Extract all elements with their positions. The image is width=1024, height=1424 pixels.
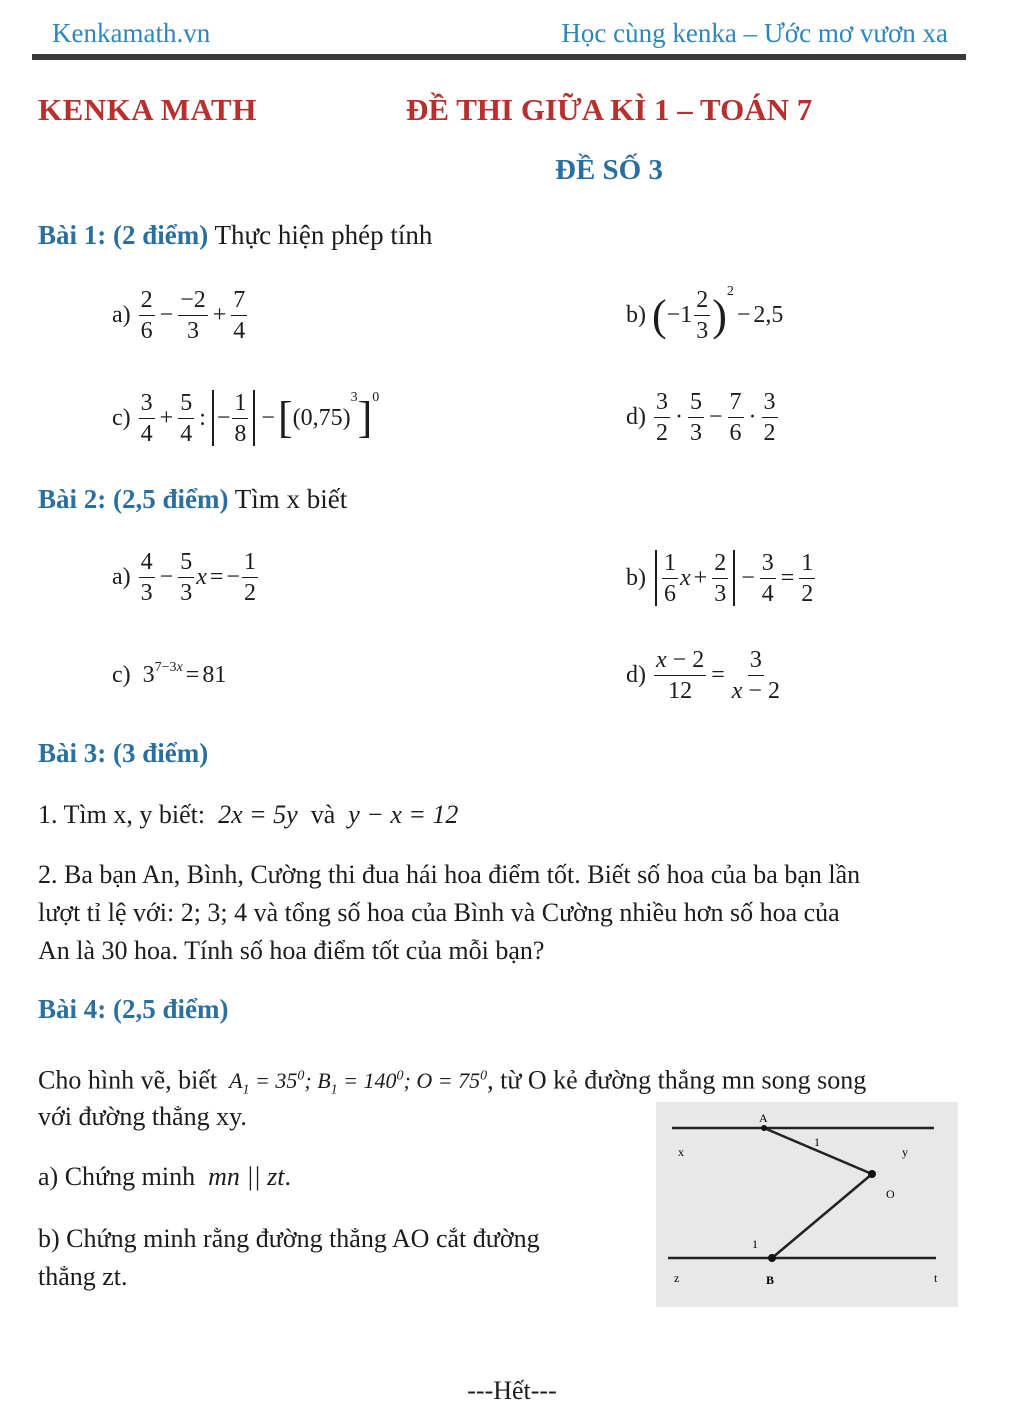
exam-number: ĐỀ SỐ 3: [555, 154, 663, 186]
item-label: b): [626, 302, 646, 328]
figure-svg: [656, 1102, 958, 1307]
bai3-heading: [38, 738, 208, 769]
label-a: A: [759, 1111, 768, 1125]
bai4-b-line: thẳng zt.: [38, 1262, 128, 1291]
point-a: [761, 1125, 767, 1131]
bai3-q2-line: 2. Ba bạn An, Bình, Cường thi đua hái hoa điểm tốt. Biết số hoa của ba bạn lần: [38, 860, 861, 889]
bai4-a-text: a) Chứng minh: [38, 1162, 196, 1191]
label-x: x: [678, 1145, 684, 1159]
header-slogan: Học cùng kenka – Ước mơ vươn xa: [561, 18, 948, 48]
bai2-instruction: Tìm x biết: [234, 484, 348, 514]
bai1-label: Bài 1: (2 điểm): [38, 220, 209, 250]
bai4-label: Bài 4: (2,5 điểm): [38, 994, 229, 1024]
bai3-q2: [38, 856, 968, 970]
label-t: t: [934, 1271, 938, 1285]
bai4-heading: [38, 994, 228, 1025]
bai1-b: b) ( −1 $\frac{2}{3}$ ) $^2$ − 2,5: [626, 284, 784, 344]
brand-label: KENKA MATH: [38, 92, 257, 127]
bai1-d: d) $\frac{3}{2}$ · $\frac{5}{3}$ − $\frac{7}{6}$ · $\frac{3}{2}$: [626, 389, 776, 446]
bai4-intro: Cho hình vẽ, biết $A_1 = 35^0$; $B_1 = 140^0$; $O = 75^0$, từ O kẻ đường thẳng mn song song: [38, 1065, 867, 1098]
item-label: d): [626, 662, 646, 688]
item-label: a): [112, 302, 131, 328]
bai3-q1-text: 1. Tìm x, y biết:: [38, 800, 206, 829]
label-o: O: [886, 1187, 895, 1201]
bai3-label: Bài 3: (3 điểm): [38, 738, 209, 768]
point-b: [768, 1254, 776, 1262]
header-divider: [32, 54, 966, 60]
bai3-q2-line: lượt tỉ lệ với: 2; 3; 4 và tổng số hoa của Bình và Cường nhiều hơn số hoa của: [38, 898, 840, 927]
exam-title: ĐỀ THI GIỮA KÌ 1 – TOÁN 7: [406, 92, 813, 127]
bai2-a: a) $\frac{4}{3}$ − $\frac{5}{3}$ x = − $\frac{1}{2}$: [112, 549, 256, 606]
bai4-intro-end: , từ O kẻ đường thẳng mn song song: [487, 1065, 867, 1095]
footer-end: ---Hết---: [467, 1376, 557, 1405]
bai2-c: c) 3 $^{7-3x}$ = 81: [112, 660, 227, 688]
bai3-q2-line: An là 30 hoa. Tính số hoa điểm tốt của mỗi bạn?: [38, 936, 545, 965]
bai1-heading: [38, 220, 432, 251]
bai2-label: Bài 2: (2,5 điểm): [38, 484, 229, 514]
bai2-heading: [38, 484, 347, 515]
bai1-a: a) $\frac{2}{6}$ − $\frac{-2}{3}$ + $\frac{7}{4}$: [112, 287, 246, 344]
bai4-b: [38, 1220, 540, 1296]
item-label: b): [626, 564, 646, 591]
geometry-figure: [656, 1102, 958, 1307]
label-z: z: [674, 1271, 680, 1285]
bai1-c: c) $\frac{3}{4}$ + $\frac{5}{4}$ : − $\frac{1}{8}$ − [ (0,75) $^3$ ] $^0$: [112, 389, 380, 447]
segment-ob: [772, 1174, 872, 1258]
bai2-b: b) $\frac{1}{6}$ x + $\frac{2}{3}$ − $\frac{3}{4}$ = $\frac{1}{2}$: [626, 549, 814, 607]
point-o: [868, 1170, 876, 1178]
label-b: B: [766, 1273, 775, 1287]
bai4-b-line: b) Chứng minh rằng đường thẳng AO cắt đường: [38, 1224, 540, 1253]
bai4-intro-line2: với đường thẳng xy.: [38, 1102, 247, 1131]
bai1-instruction: Thực hiện phép tính: [214, 220, 433, 250]
label-angle-b1: 1: [752, 1237, 758, 1251]
item-label: c): [112, 404, 131, 431]
bai2-d: d) $\frac{x - 2}{12}$ = $\frac{3}{x - 2}$: [626, 647, 780, 704]
item-label: d): [626, 404, 646, 430]
item-label: c): [112, 662, 131, 688]
bai3-q1: 1. Tìm x, y biết: 2x = 5y và y − x = 12: [38, 800, 459, 829]
bai3-q1-and: và: [310, 800, 336, 829]
item-label: a): [112, 564, 131, 590]
bai4-intro-start: Cho hình vẽ, biết: [38, 1065, 218, 1095]
label-y: y: [902, 1145, 908, 1159]
label-angle-a1: 1: [814, 1135, 820, 1149]
header-site-name: Kenkamath.vn: [52, 18, 211, 48]
bai4-a: a) Chứng minh mn || zt.: [38, 1162, 292, 1191]
